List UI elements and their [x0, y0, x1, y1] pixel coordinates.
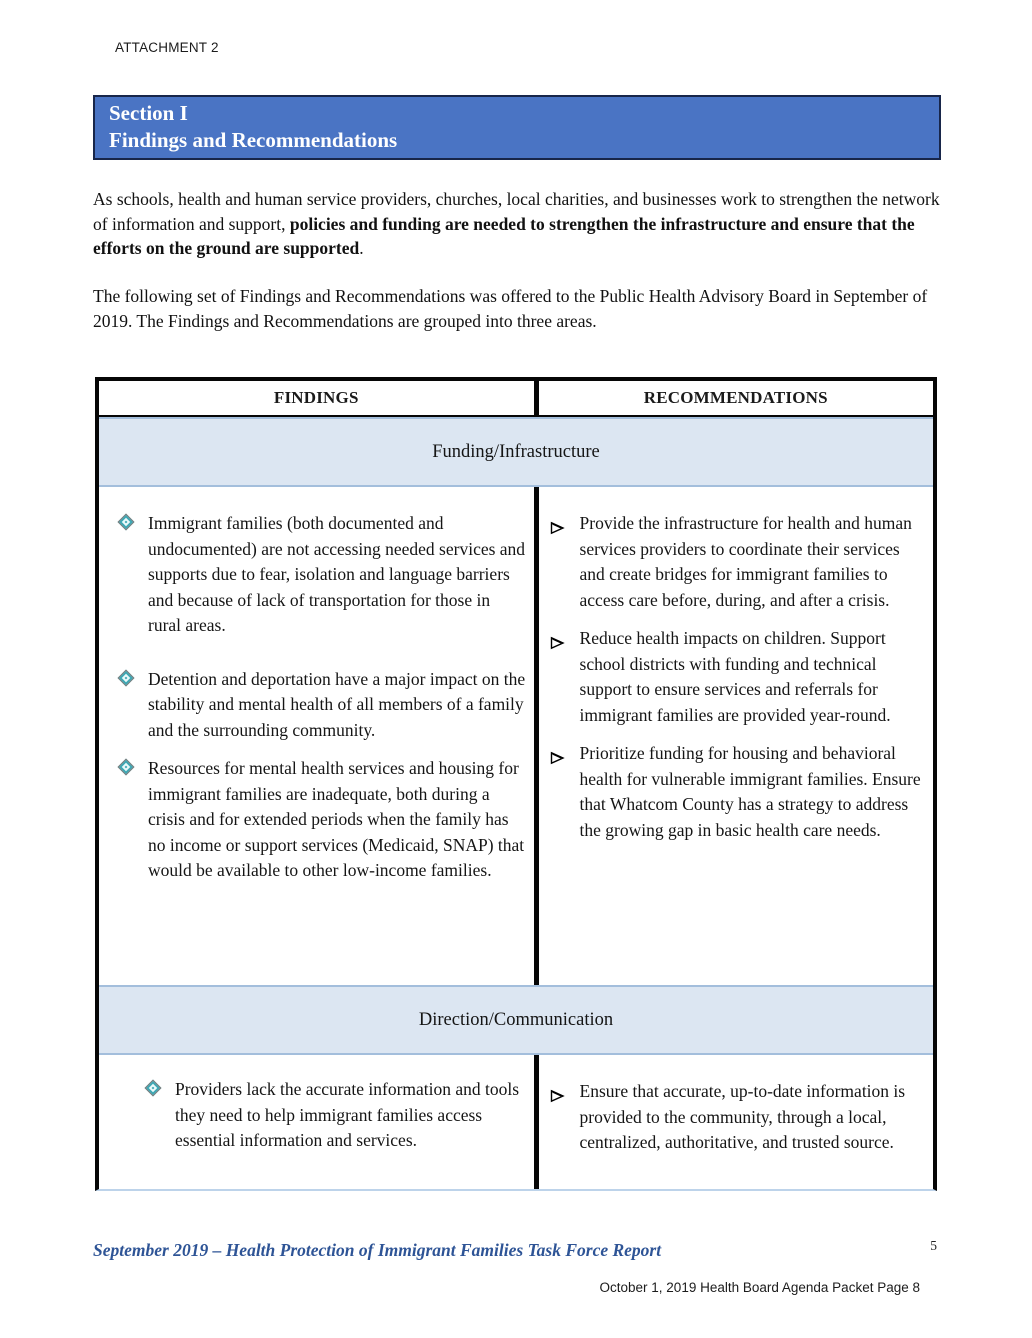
diamond-bullet-icon [145, 1077, 175, 1094]
intro-paragraph-2: The following set of Findings and Recommendations was offered to the Public Health Advisory Board in September of 2019. The Findings and Recommendations are grouped into three areas. [93, 286, 928, 331]
finding-text: Immigrant families (both documented and undocumented) are not accessing needed services and supports due to fear, isolation and language barriers and because of lack of transportation for those in rural areas. [148, 513, 526, 635]
arrow-bullet-icon [550, 511, 580, 543]
recommendations-cell-2 [539, 1055, 933, 1189]
packet-page-note: October 1, 2019 Health Board Agenda Packet Page 8 [599, 1280, 920, 1295]
section-header-banner [93, 95, 941, 160]
section-header-line2: Findings and Recommendations [109, 128, 398, 152]
arrow-bullet-icon [550, 741, 580, 773]
diamond-bullet-icon [118, 756, 148, 773]
attachment-label: ATTACHMENT 2 [115, 40, 219, 55]
intro-p1-normal: As schools, health and human service providers, churches, local charities, and businesses work to strengthen the network of information and support, [93, 189, 940, 234]
finding-item [145, 1077, 526, 1154]
recommendation-text: Prioritize funding for housing and behavioral health for vulnerable immigrant families. Ensure that Whatcom County has a strategy to address the growing gap in basic health care needs. [579, 743, 921, 840]
recommendation-item [550, 1079, 925, 1156]
band-direction-communication: Direction/Communication [99, 985, 933, 1055]
intro-p1-period: . [359, 238, 364, 258]
finding-text: Detention and deportation have a major impact on the stability and mental health of all members of a family and the surrounding community. [148, 668, 526, 740]
section-header-line1: Section I [109, 101, 188, 125]
footer-page-number: 5 [930, 1238, 937, 1253]
findings-column-header: FINDINGS [99, 381, 539, 415]
finding-item [118, 511, 526, 639]
recommendation-item [550, 741, 925, 843]
arrow-bullet-icon [550, 1079, 580, 1111]
footer-report-title: September 2019 – Health Protection of Immigrant Families Task Force Report [93, 1240, 662, 1260]
recommendations-cell-1 [539, 487, 933, 985]
intro-paragraph-1 [93, 187, 945, 261]
findings-recommendations-table [95, 377, 937, 1191]
recommendations-column-header: RECOMMENDATIONS [643, 388, 828, 407]
intro-p1-bold: policies and funding are needed to strengthen the infrastructure and ensure that the efforts on the ground are supported [93, 213, 915, 258]
table-header-row [99, 381, 933, 417]
table-body-row-2 [99, 1055, 933, 1189]
band-funding-infrastructure: Funding/Infrastructure [99, 417, 933, 487]
recommendation-text: Reduce health impacts on children. Support school districts with funding and technical support to ensure services and referrals for immigrant families are provided year-round. [579, 628, 891, 725]
recommendation-text: Provide the infrastructure for health and human services providers to coordinate their services and create bridges for immigrant families to access care before, during, and after a crisis. [579, 513, 912, 610]
recommendation-item [550, 626, 925, 728]
findings-cell-2 [99, 1055, 539, 1189]
diamond-bullet-icon [118, 667, 148, 684]
table-body-row-1 [99, 487, 933, 985]
recommendation-text: Ensure that accurate, up-to-date information is provided to the community, through a local, centralized, authoritative, and trusted source. [579, 1081, 906, 1152]
finding-item [118, 667, 526, 744]
finding-item [118, 756, 526, 884]
finding-text: Resources for mental health services and housing for immigrant families are inadequate, both during a crisis and for extended periods when the family has no income or support services (Medicaid, SNAP) that would be available to other low-income families. [148, 758, 525, 880]
recommendation-item [550, 511, 925, 613]
arrow-bullet-icon [550, 626, 580, 658]
diamond-bullet-icon [118, 511, 148, 528]
finding-text: Providers lack the accurate information and tools they need to help immigrant families access essential information and services. [175, 1079, 520, 1150]
findings-cell-1 [99, 487, 539, 985]
